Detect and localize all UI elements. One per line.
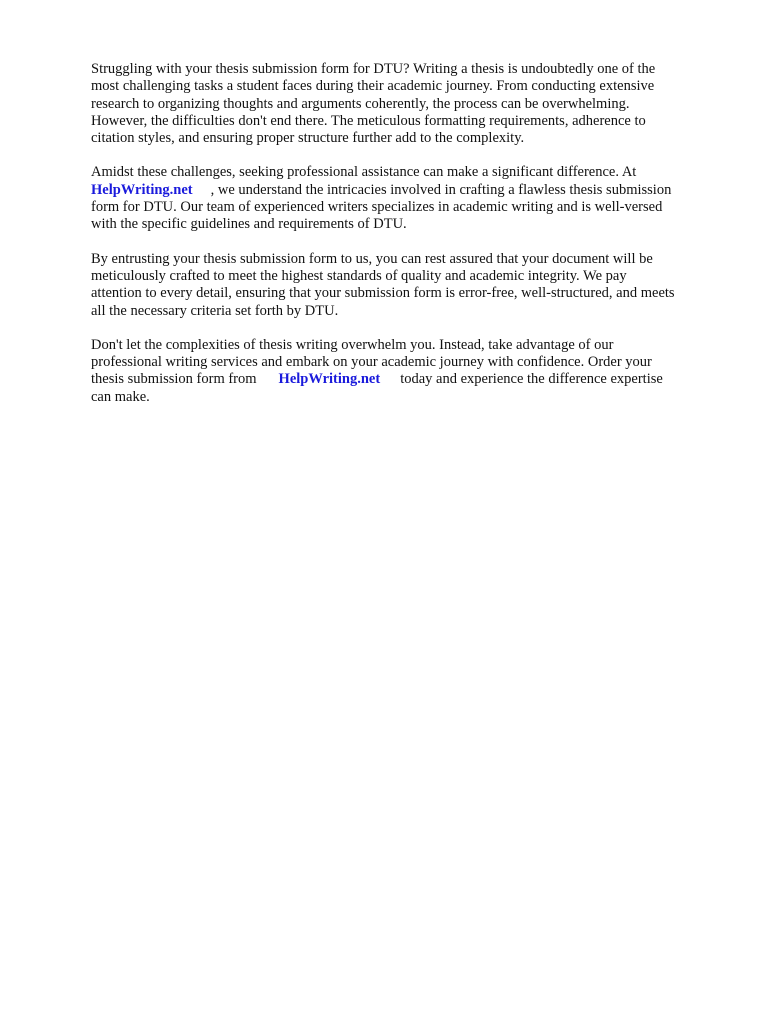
document-body (91, 61, 731, 423)
paragraph-text: today and experience the difference expertise (400, 371, 663, 388)
helpwriting-link[interactable]: HelpWriting.net (91, 181, 193, 198)
paragraph-line: research to organizing thoughts and arguments coherently, the process can be overwhelming. (91, 95, 630, 112)
paragraph-text: , we understand the intricacies involved in crafting a flawless thesis submission (210, 181, 672, 198)
paragraph-text: thesis submission form from (91, 371, 257, 388)
paragraph-line: most challenging tasks a student faces during their academic journey. From conducting extensive (91, 78, 655, 95)
paragraph-line: By entrusting your thesis submission form to us, you can rest assured that your document will be (91, 250, 653, 267)
paragraph-line: Amidst these challenges, seeking professional assistance can make a significant difference. At (91, 164, 637, 181)
paragraph-line: form for DTU. Our team of experienced writers specializes in academic writing and is well-versed (91, 199, 663, 216)
paragraph-line: with the specific guidelines and requirements of DTU. (91, 216, 407, 233)
paragraph-line: citation styles, and ensuring proper structure further add to the complexity. (91, 130, 525, 147)
paragraph-line: meticulously crafted to meet the highest standards of quality and academic integrity. We pay (91, 267, 627, 284)
paragraph-line: attention to every detail, ensuring that your submission form is error-free, well-structured, and meets (91, 285, 675, 302)
paragraph-line: Don't let the complexities of thesis writing overwhelm you. Instead, take advantage of our (91, 336, 614, 353)
paragraph-3 (91, 251, 731, 320)
paragraph-line: However, the difficulties don't end there. The meticulous formatting requirements, adherence to (91, 112, 646, 129)
paragraph-line: all the necessary criteria set forth by DTU. (91, 302, 339, 319)
paragraph-line: Struggling with your thesis submission form for DTU? Writing a thesis is undoubtedly one of the (91, 61, 656, 77)
paragraph-line: can make. (91, 388, 150, 405)
paragraph-line (91, 182, 731, 199)
paragraph-4 (91, 337, 731, 406)
paragraph-line (91, 371, 731, 388)
paragraph-line: professional writing services and embark on your academic journey with confidence. Order your (91, 354, 652, 371)
paragraph-1 (91, 61, 731, 147)
paragraph-2 (91, 164, 731, 233)
helpwriting-link[interactable]: HelpWriting.net (278, 371, 381, 388)
